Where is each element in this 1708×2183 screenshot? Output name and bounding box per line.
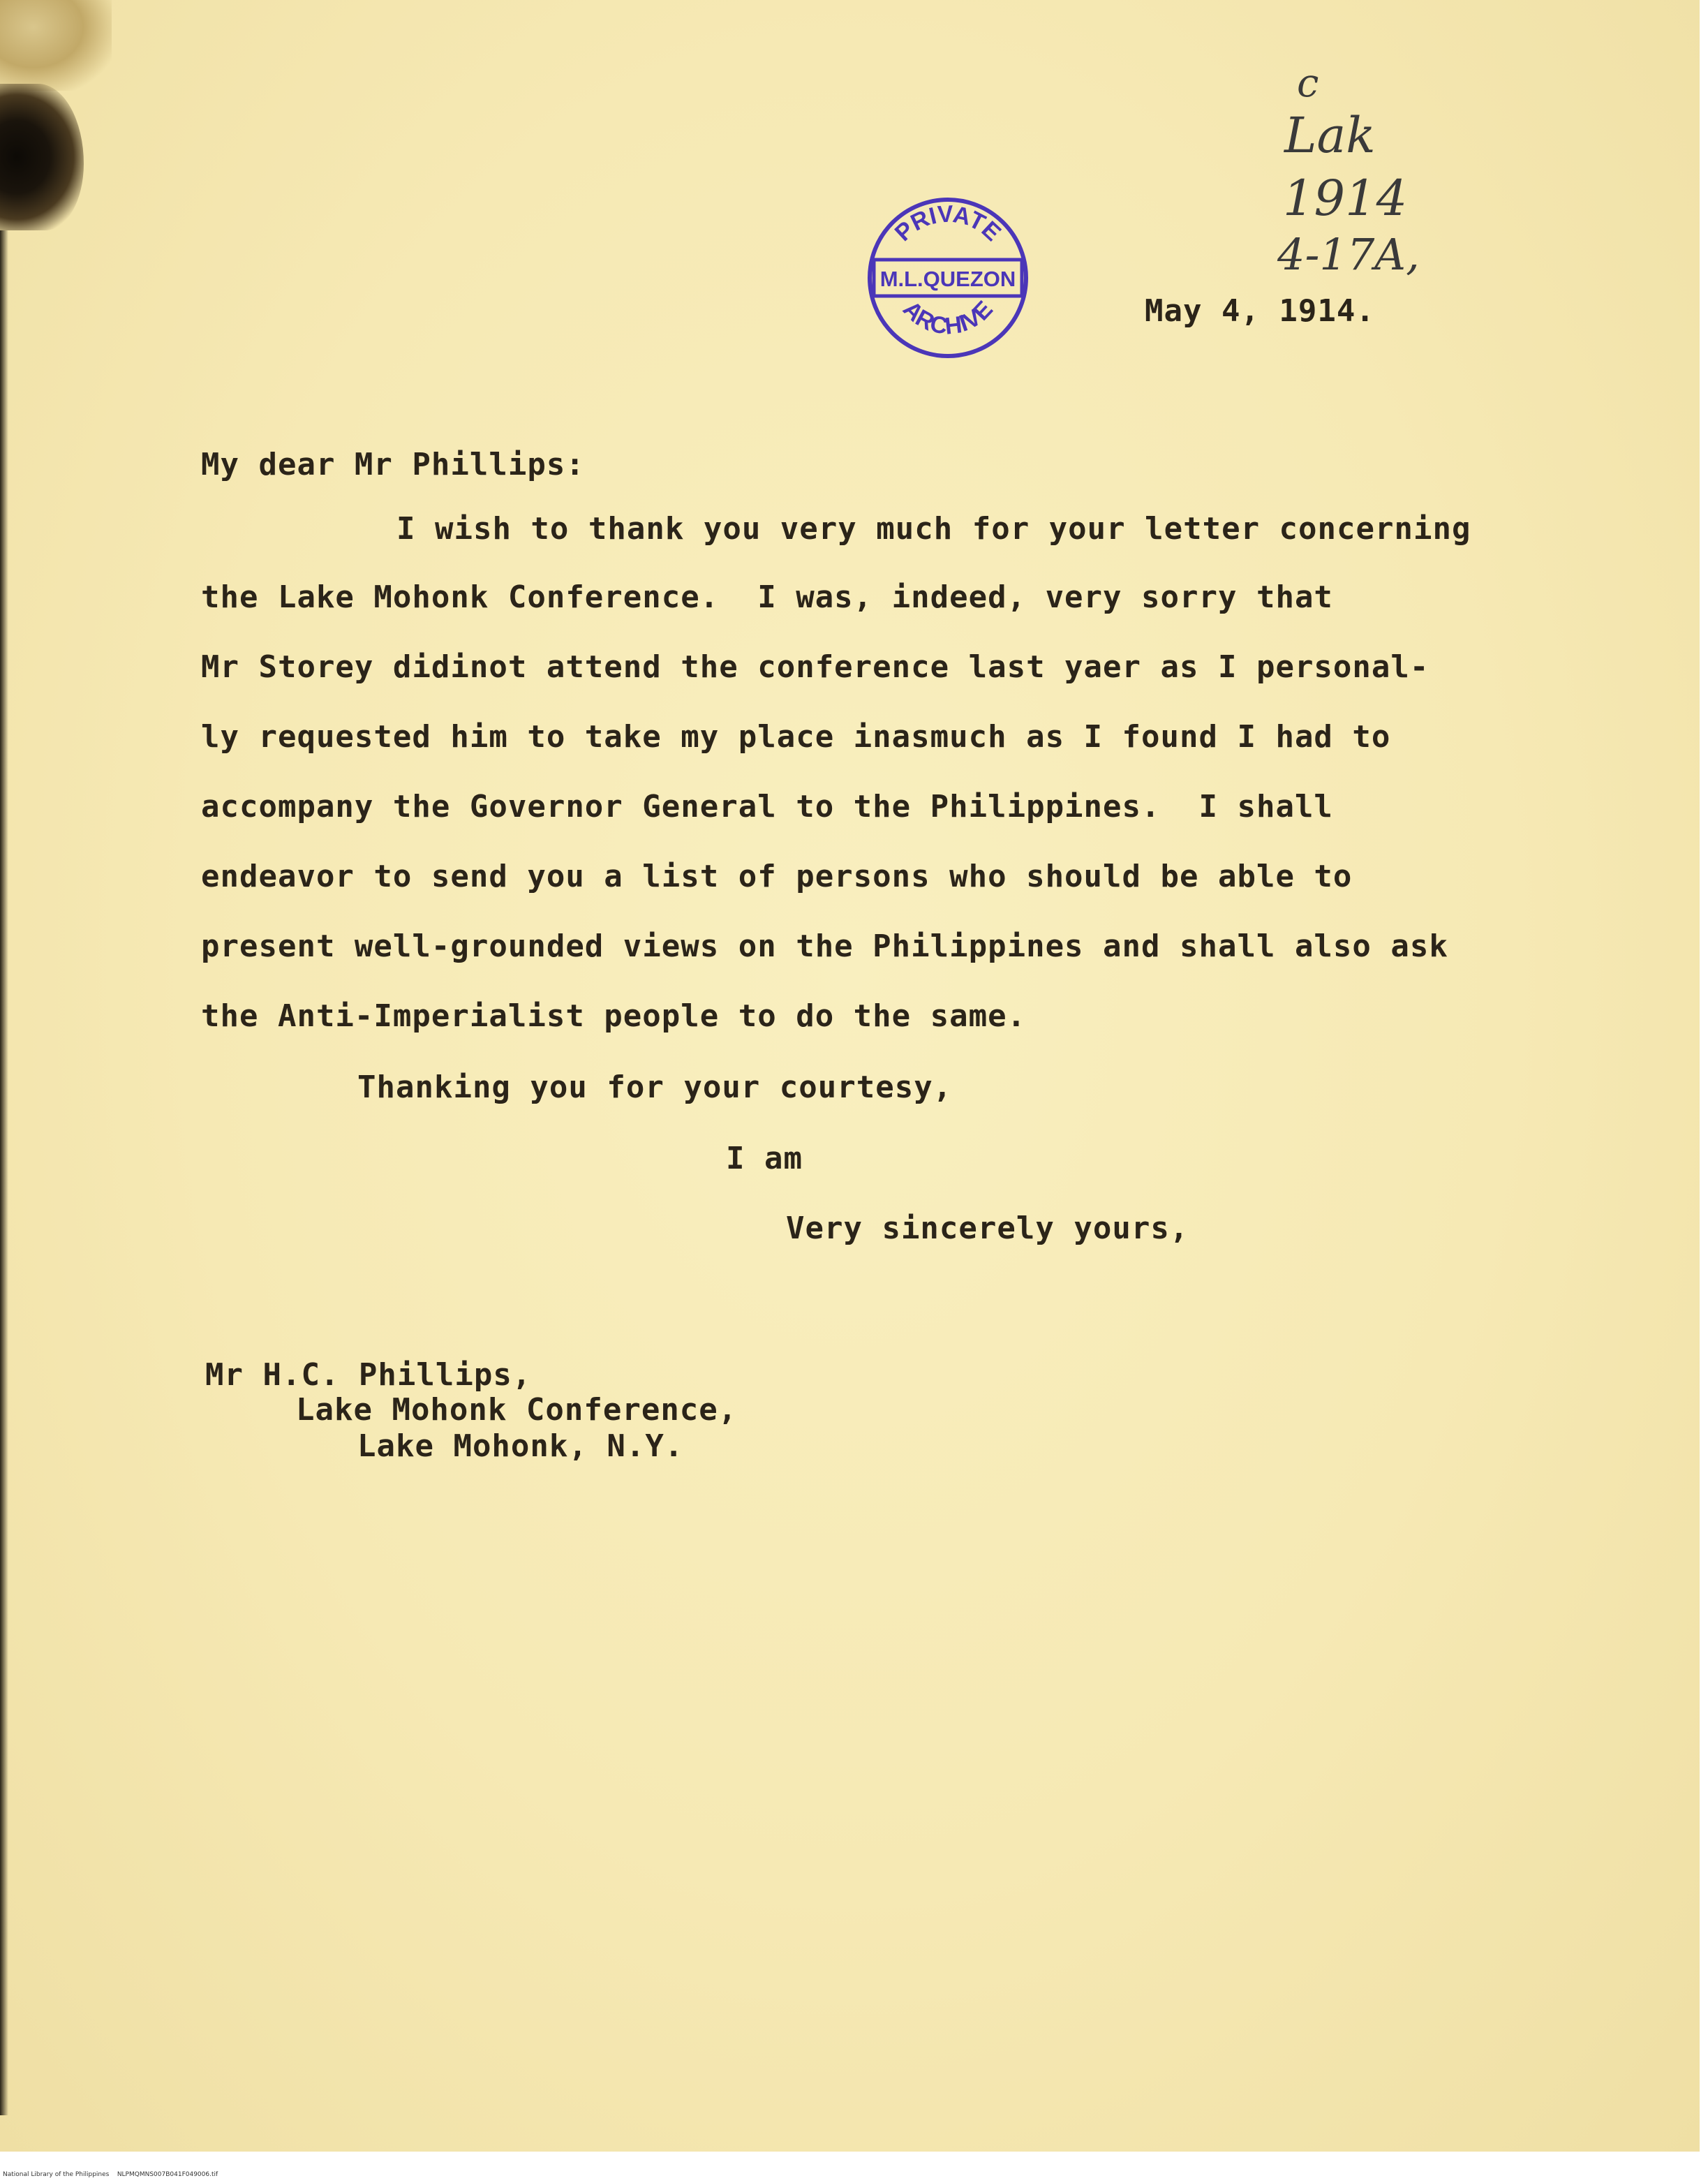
address-line-1: Mr H.C. Phillips, (205, 1357, 532, 1393)
closing-signoff: Very sincerely yours, (786, 1211, 1189, 1246)
handwritten-line-2: Lak (1284, 107, 1376, 164)
body-line-4: ly requested him to take my place inasmuch as I found I had to (201, 719, 1391, 755)
archive-stamp (864, 194, 1032, 362)
body-line-7: present well-grounded views on the Philippines and shall also ask (201, 928, 1448, 964)
handwritten-line-1: c (1297, 61, 1319, 106)
body-line-6: endeavor to send you a list of persons who should be able to (201, 859, 1353, 894)
scan-footer (3, 2171, 218, 2178)
body-line-5: accompany the Governor General to the Philippines. I shall (201, 789, 1333, 824)
paper-edge-shadow (0, 230, 8, 2115)
footer-institution: National Library of the Philippines (3, 2171, 110, 2178)
body-line-8: the Anti-Imperialist people to do the same. (201, 998, 1027, 1034)
salutation: My dear Mr Phillips: (201, 447, 585, 482)
body-line-3: Mr Storey didinot attend the conference last yaer as I personal- (201, 649, 1429, 685)
paper-wear (0, 0, 112, 91)
stamp-bottom-text: ARCHIVE (898, 295, 998, 340)
closing-i-am: I am (726, 1141, 803, 1176)
burn-mark (0, 84, 84, 230)
footer-filename: NLPMQMNS007B041F049006.tif (117, 2171, 218, 2178)
address-line-3: Lake Mohonk, N.Y. (357, 1428, 684, 1464)
stamp-middle-text: M.L.QUEZON (879, 267, 1016, 291)
letter-date: May 4, 1914. (1145, 293, 1375, 329)
handwritten-line-3: 1914 (1283, 170, 1408, 227)
address-line-2: Lake Mohonk Conference, (296, 1392, 738, 1428)
handwritten-annotation (1256, 47, 1466, 278)
handwritten-line-4: 4-17A, (1277, 229, 1420, 278)
stamp-top-text: PRIVATE (889, 200, 1007, 246)
thanks-line: Thanking you for your courtesy, (357, 1070, 953, 1105)
body-line-1: I wish to thank you very much for your letter concerning (396, 511, 1471, 547)
body-line-2: the Lake Mohonk Conference. I was, indeed, very sorry that (201, 579, 1333, 615)
